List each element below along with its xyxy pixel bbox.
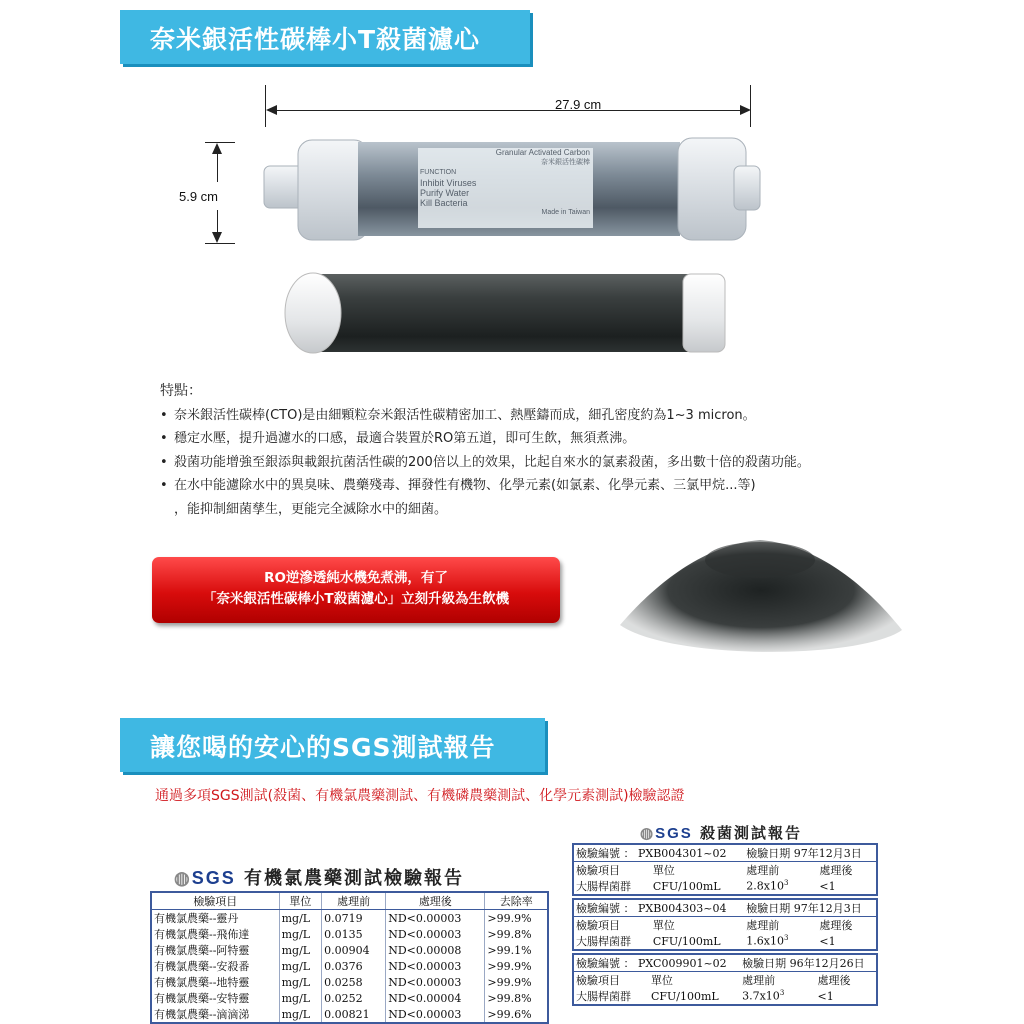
table-cell: 0.0719 xyxy=(322,910,386,927)
table-cell: 單位 xyxy=(652,919,675,932)
report-id: 檢驗編號 ： PXB004301~02 xyxy=(574,845,744,862)
section-banner-product xyxy=(120,10,530,64)
table-cell: <1 xyxy=(817,989,834,1003)
table-cell: 檢驗項目 xyxy=(576,864,620,877)
promo-line-1: RO逆滲透純水機免煮沸，有了 xyxy=(264,570,448,586)
table-row xyxy=(151,1006,548,1023)
table-cell: 處理後 xyxy=(819,919,853,932)
bacteria-report-table xyxy=(574,955,876,1004)
table-cell: mg/L xyxy=(279,974,322,990)
report-date: 檢驗日期 96年12月26日 xyxy=(740,955,876,972)
table-cell: mg/L xyxy=(279,910,322,927)
table-cell: mg/L xyxy=(279,990,322,1006)
table-cell: 有機氯農藥--靈丹 xyxy=(151,910,279,927)
table-cell: 0.0258 xyxy=(322,974,386,990)
table-cell: ND<0.00004 xyxy=(386,990,485,1006)
table-cell: >99.8% xyxy=(485,926,548,942)
pesticide-report-table xyxy=(150,891,549,1024)
table-cell: ND<0.00003 xyxy=(386,910,485,927)
diameter-label: 5.9 cm xyxy=(179,189,219,204)
header-cell: 處理前 xyxy=(322,892,386,910)
table-row xyxy=(574,988,876,1004)
banner-title: 奈米銀活性碳棒小T殺菌濾心 xyxy=(150,25,481,54)
table-cell: <1 xyxy=(819,879,836,893)
table-cell: >99.8% xyxy=(485,990,548,1006)
table-cell: 0.0376 xyxy=(322,958,386,974)
table-row xyxy=(574,878,876,894)
table-cell: 0.0252 xyxy=(322,990,386,1006)
table-cell: ND<0.00003 xyxy=(386,1006,485,1023)
table-cell: 有機氯農藥--阿特靈 xyxy=(151,942,279,958)
table-cell: <1 xyxy=(819,934,836,948)
table-row xyxy=(574,900,876,917)
table-cell: CFU/100mL xyxy=(652,879,721,893)
table-row xyxy=(574,862,876,879)
label-line-3: Kill Bacteria xyxy=(420,198,468,208)
bacteria-report-table xyxy=(574,900,876,949)
sgs-logo: ◍SGS xyxy=(640,825,693,842)
table-cell: 有機氯農藥--安特靈 xyxy=(151,990,279,1006)
table-cell: 0.00821 xyxy=(322,1006,386,1023)
header-cell: 單位 xyxy=(279,892,322,910)
table-cell: mg/L xyxy=(279,958,322,974)
feature-item: • 穩定水壓，提升過濾水的口感，最適合裝置於RO第五道，即可生飲，無須煮沸。 xyxy=(160,427,880,451)
header-cell: 處理後 xyxy=(386,892,485,910)
feature-item: • 在水中能濾除水中的異臭味、農藥殘毒、揮發性有機物、化學元素(如氯素、化學元素、三氯甲烷...等) xyxy=(160,474,880,498)
table-cell: 有機氯農藥--安殺番 xyxy=(151,958,279,974)
section-banner-sgs xyxy=(120,718,545,772)
table-cell: >99.1% xyxy=(485,942,548,958)
table-row xyxy=(151,942,548,958)
table-row xyxy=(151,926,548,942)
feature-item: • 殺菌功能增強至銀添與載銀抗菌活性碳的200倍以上的效果，比起自來水的氯素殺菌，多出數十倍的殺菌功能。 xyxy=(160,451,880,475)
table-cell: 有機氯農藥--飛佈達 xyxy=(151,926,279,942)
length-label: 27.9 cm xyxy=(555,97,602,112)
pesticide-report-title: ◍SGS 有機氯農藥測試檢驗報告 xyxy=(174,868,465,889)
promo-box xyxy=(152,557,560,623)
bacteria-report-box xyxy=(572,898,878,951)
table-cell: 有機氯農藥--地特靈 xyxy=(151,974,279,990)
table-cell: 單位 xyxy=(652,864,675,877)
table-cell: >99.9% xyxy=(485,910,548,927)
features-title: 特點： xyxy=(160,383,202,399)
table-cell: mg/L xyxy=(279,942,322,958)
header-cell: 去除率 xyxy=(485,892,548,910)
table-cell: 單位 xyxy=(650,974,673,987)
table-row xyxy=(151,910,548,927)
table-row xyxy=(574,972,876,989)
features-list xyxy=(160,380,880,521)
table-cell: 大腸桿菌群 xyxy=(576,880,631,893)
table-row xyxy=(574,933,876,949)
sgs-logo-icon: ◍ xyxy=(640,825,656,842)
feature-item-continuation: ，能抑制細菌孳生，更能完全滅除水中的細菌。 xyxy=(174,501,448,517)
table-cell: $3.7x10^3$ xyxy=(742,989,785,1003)
table-cell: 0.00904 xyxy=(322,942,386,958)
banner-title: 讓您喝的安心的SGS測試報告 xyxy=(150,733,496,762)
table-cell: 處理前 xyxy=(746,864,780,877)
report-id: 檢驗編號 ： PXB004303~04 xyxy=(574,900,744,917)
report-date: 檢驗日期 97年12月3日 xyxy=(744,845,876,862)
table-cell: ND<0.00008 xyxy=(386,942,485,958)
table-cell: ND<0.00003 xyxy=(386,958,485,974)
table-row xyxy=(574,845,876,862)
label-line-1: Inhibit Viruses xyxy=(420,178,477,188)
table-cell: 處理前 xyxy=(746,919,780,932)
table-cell: CFU/100mL xyxy=(652,934,721,948)
table-cell: ND<0.00003 xyxy=(386,974,485,990)
table-cell: 檢驗項目 xyxy=(576,919,620,932)
carbon-granules-image xyxy=(610,520,910,670)
table-cell: $2.8x10^3$ xyxy=(746,879,789,893)
table-cell: mg/L xyxy=(279,926,322,942)
header-cell: 檢驗項目 xyxy=(151,892,279,910)
table-cell: 有機氯農藥--滴滴涕 xyxy=(151,1006,279,1023)
table-cell: mg/L xyxy=(279,1006,322,1023)
table-cell: 0.0135 xyxy=(322,926,386,942)
table-row xyxy=(574,917,876,934)
carbon-rod-image xyxy=(283,268,735,358)
bacteria-report-box xyxy=(572,953,878,1006)
sgs-intro-text: 通過多項SGS測試(殺菌、有機氯農藥測試、有機磷農藥測試、化學元素測試)檢驗認證 xyxy=(155,788,685,804)
report-date: 檢驗日期 97年12月3日 xyxy=(744,900,876,917)
table-cell: >99.9% xyxy=(485,958,548,974)
table-cell: 大腸桿菌群 xyxy=(576,935,631,948)
dimension-arrows xyxy=(265,104,753,118)
label-made-in: Made in Taiwan xyxy=(541,209,590,216)
table-cell: 處理後 xyxy=(819,864,853,877)
table-cell: >99.6% xyxy=(485,1006,548,1023)
label-line-2: Purify Water xyxy=(420,188,470,198)
bacteria-report-table xyxy=(574,845,876,894)
feature-item: • 奈米銀活性碳棒(CTO)是由細顆粒奈米銀活性碳精密加工、熱壓鑄而成，細孔密度約為1~3 micron。 xyxy=(160,404,880,428)
report-id: 檢驗編號 ： PXC009901~02 xyxy=(574,955,740,972)
table-cell: 處理前 xyxy=(742,974,776,987)
table-cell: 檢驗項目 xyxy=(576,974,620,987)
table-cell: 處理後 xyxy=(817,974,851,987)
bacteria-report-title: ◍SGS 殺菌測試報告 xyxy=(640,824,803,842)
label-brand-line: Granular Activated Carbon xyxy=(495,148,590,157)
product-label xyxy=(420,148,590,218)
label-product-name: 奈米銀活性碳棒 xyxy=(541,159,590,166)
bacteria-report-box xyxy=(572,843,878,896)
promo-line-2: 「奈米銀活性碳棒小T殺菌濾心」立刻升級為生飲機 xyxy=(202,591,510,607)
table-cell: >99.9% xyxy=(485,974,548,990)
table-row xyxy=(151,990,548,1006)
table-row xyxy=(151,974,548,990)
table-cell: CFU/100mL xyxy=(650,989,719,1003)
sgs-logo-icon: ◍ xyxy=(174,868,192,888)
table-cell: ND<0.00003 xyxy=(386,926,485,942)
label-function: FUNCTION xyxy=(420,169,457,176)
table-header-row xyxy=(151,892,548,910)
table-cell: $1.6x10^3$ xyxy=(746,934,789,948)
table-row xyxy=(574,955,876,972)
sgs-logo: ◍SGS xyxy=(174,868,236,888)
table-cell: 大腸桿菌群 xyxy=(576,990,631,1003)
table-row xyxy=(151,958,548,974)
